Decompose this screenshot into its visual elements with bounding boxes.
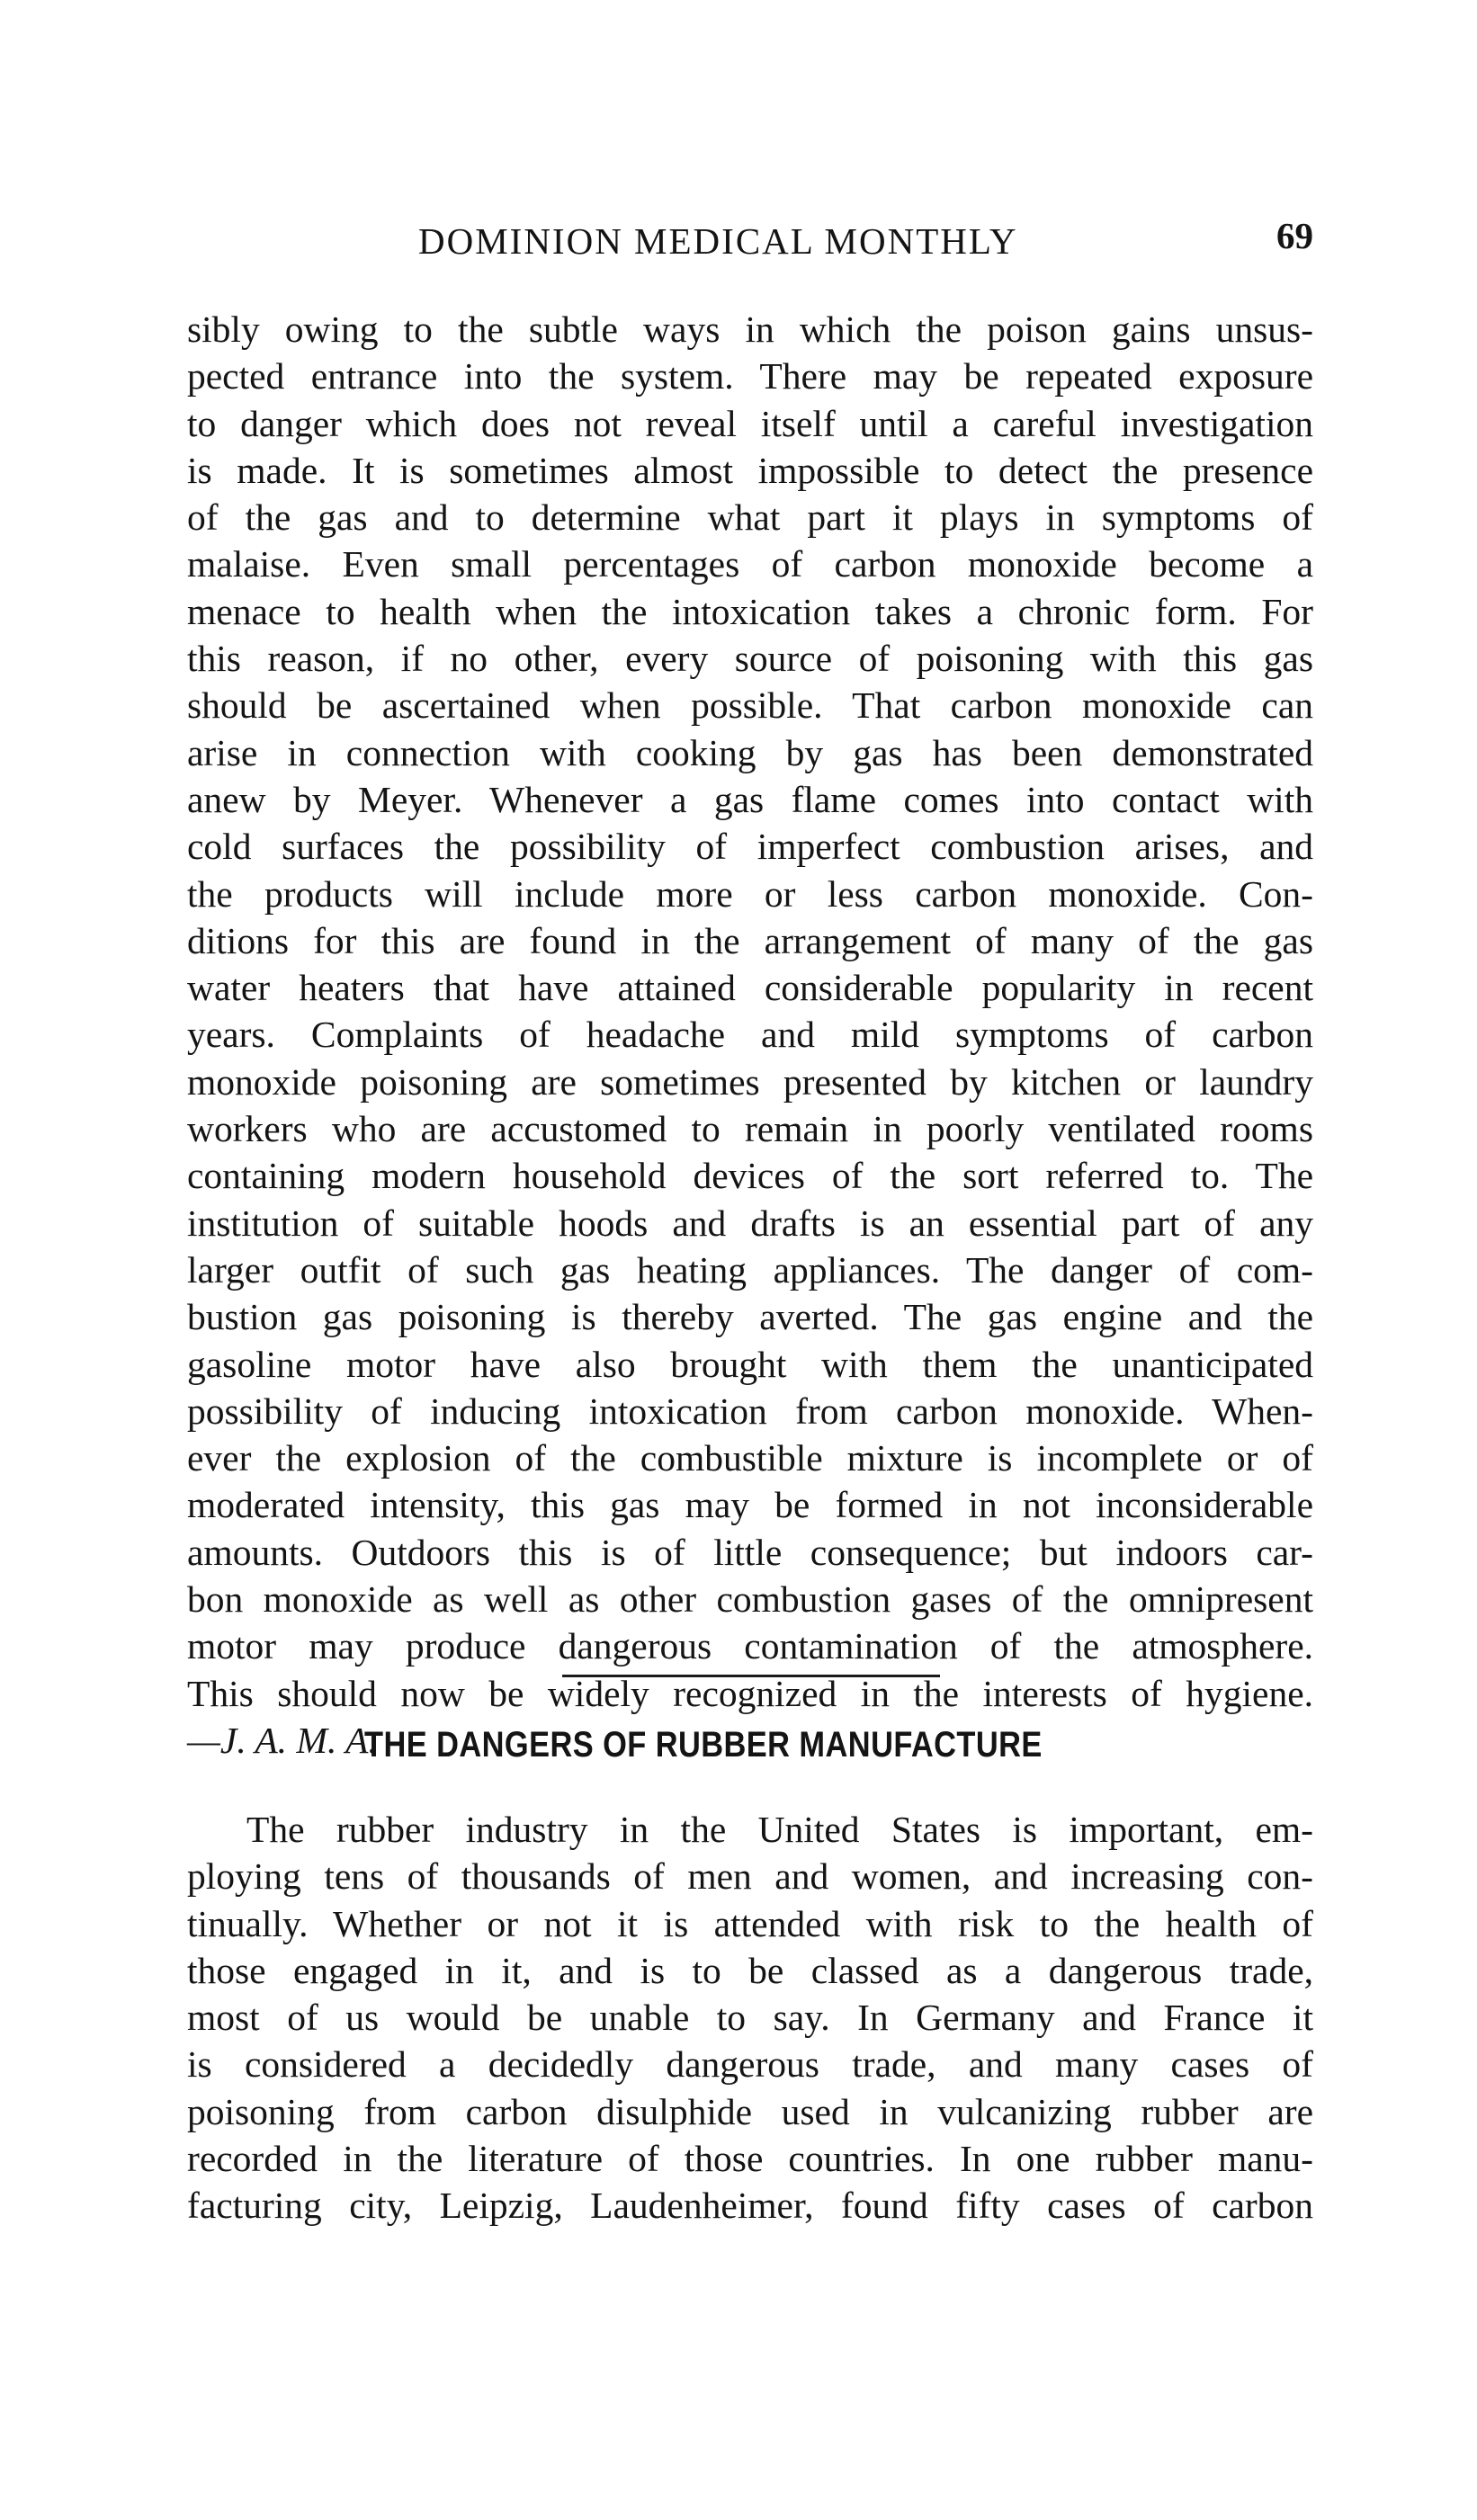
text-line: arise in connection with cooking by gas has been demonstrated [187,731,1313,773]
section-divider [562,1675,940,1677]
text-line: menace to health when the intoxication takes a chronic form. For [187,590,1313,632]
text-line: monoxide poisoning are sometimes presented by kitchen or laundry [187,1060,1313,1103]
text-line: motor may produce dangerous contamination of the atmosphere. [187,1625,1313,1667]
text-line: water heaters that have attained considerable popularity in recent [187,967,1313,1009]
text-line: years. Complaints of headache and mild symptoms of carbon [187,1014,1313,1056]
text-line: possibility of inducing intoxication from carbon monoxide. When- [187,1390,1313,1432]
text-line: larger outfit of such gas heating appliances. The danger of com- [187,1248,1313,1291]
text-line: pected entrance into the system. There may be repeated exposure [187,355,1313,398]
text-line: cold surfaces the possibility of imperfect combustion arises, and [187,826,1313,868]
text-line: this reason, if no other, every source of poisoning with this gas [187,638,1313,680]
text-line: moderated intensity, this gas may be formed in not inconsiderable [187,1484,1313,1526]
text-line: recorded in the literature of those countries. In one rubber manu- [187,2138,1313,2180]
text-line: institution of suitable hoods and drafts is an essential part of any [187,1202,1313,1244]
text-line: amounts. Outdoors this is of little consequence; but indoors car- [187,1531,1313,1573]
text-line: bon monoxide as well as other combustion gases of the omnipresent [187,1578,1313,1621]
text-line: malaise. Even small percentages of carbon monoxide become a [187,543,1313,585]
text-line: of the gas and to determine what part it plays in symptoms of [187,496,1313,539]
text-line: facturing city, Leipzig, Laudenheimer, found fifty cases of carbon [187,2185,1313,2227]
text-line: sibly owing to the subtle ways in which the poison gains unsus- [187,308,1313,350]
source-citation: —J. A. M. A. [187,1719,378,1761]
page-number: 69 [1276,215,1313,256]
text-line: is considered a decidedly dangerous trade, and many cases of [187,2043,1313,2086]
journal-title: DOMINION MEDICAL MONTHLY [418,220,1018,262]
text-line: ditions for this are found in the arrangement of many of the gas [187,919,1313,961]
text-line: ever the explosion of the combustible mixture is incomplete or of [187,1437,1313,1479]
text-line: is made. It is sometimes almost impossible to detect the presence [187,449,1313,491]
text-line: most of us would be unable to say. In Germany and France it [187,1997,1313,2039]
section-heading: THE DANGERS OF RUBBER MANUFACTURE [364,1725,1043,1765]
text-line: anew by Meyer. Whenever a gas flame comes into contact with [187,778,1313,820]
text-line: tinually. Whether or not it is attended with risk to the health of [187,1902,1313,1944]
text-line: The rubber industry in the United States is important, em- [246,1809,1313,1850]
text-line: poisoning from carbon disulphide used in vulcanizing rubber are [187,2090,1313,2132]
text-line: the products will include more or less carbon monoxide. Con- [187,872,1313,915]
article-continuation [187,306,1313,1764]
text-line: This should now be widely recognized in the interests of hygiene. [187,1672,1313,1714]
text-line: workers who are accustomed to remain in poorly ventilated rooms [187,1108,1313,1150]
running-header [189,214,1313,268]
text-line: should be ascertained when possible. That carbon monoxide can [187,684,1313,727]
text-line: those engaged in it, and is to be classed as a dangerous trade, [187,1949,1313,1991]
text-line: to danger which does not reveal itself until a careful investigation [187,402,1313,444]
text-line: containing modern household devices of the sort referred to. The [187,1155,1313,1197]
text-line: bustion gas poisoning is thereby averted. The gas engine and the [187,1296,1313,1338]
article-body [187,1806,1313,2230]
text-line: gasoline motor have also brought with them the unanticipated [187,1343,1313,1385]
text-line: ploying tens of thousands of men and women, and increasing con- [187,1855,1313,1898]
